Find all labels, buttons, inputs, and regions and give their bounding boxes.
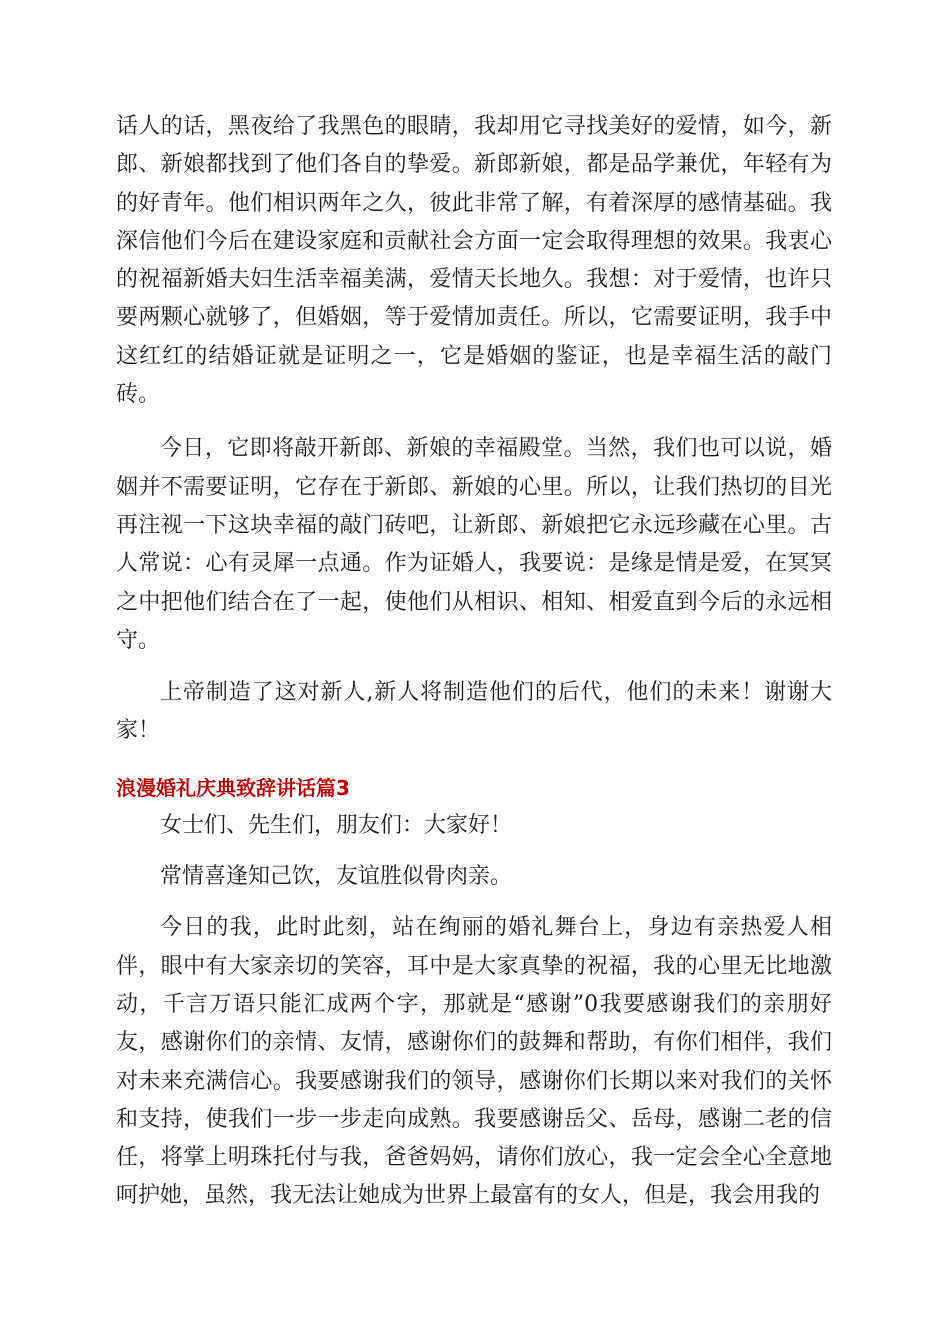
section-heading: 浪漫婚礼庆典致辞讲话篇3 [116,775,350,800]
paragraph: 上帝制造了这对新人,新人将制造他们的后代，他们的未来！谢谢大家！ [116,680,832,744]
paragraph-greeting: 女士们、先生们，朋友们：大家好！ [160,812,513,838]
paragraph: 常情喜逢知己饮，友谊胜似骨肉亲。 [160,864,513,890]
paragraph: 今日，它即将敲开新郎、新娘的幸福殿堂。当然，我们也可以说，婚姻并不需要证明，它存在于新郎、新娘的心里。所以，让我们热切的目光再注视一下这块幸福的敲门砖吧，让新郎、新娘把它永远珍藏在心里。古人常说：心有灵犀一点通。作为证婚人，我要说：是缘是情是爱，在冥冥之中把他们结合在了一起，使他们从相识、相知、相爱直到今后的永远相守。 [116,436,832,653]
paragraph-continued: 话人的话，黑夜给了我黑色的眼睛，我却用它寻找美好的爱情，如今，新郎、新娘都找到了他们各自的挚爱。新郎新娘，都是品学兼优，年轻有为的好青年。他们相识两年之久，彼此非常了解，有着深厚的感情基础。我深信他们今后在建设家庭和贡献社会方面一定会取得理想的效果。我衷心的祝福新婚夫妇生活幸福美满，爱情天长地久。我想：对于爱情，也许只要两颗心就够了，但婚姻，等于爱情加责任。所以，它需要证明，我手中这红红的结婚证就是证明之一，它是婚姻的鉴证，也是幸福生活的敲门砖。 [116,114,832,408]
document-body [116,108,832,1216]
paragraph: 今日的我，此时此刻，站在绚丽的婚礼舞台上，身边有亲热爱人相伴，眼中有大家亲切的笑容，耳中是大家真挚的祝福，我的心里无比地激动，千言万语只能汇成两个字，那就是“感谢”0我要感谢我们的亲朋好友，感谢你们的亲情、友情，感谢你们的鼓舞和帮助，有你们相伴，我们对未来充满信心。我要感谢我们的领导，感谢你们长期以来对我们的关怀和支持，使我们一步一步走向成熟。我要感谢岳父、岳母，感谢二老的信任，将掌上明珠托付与我，爸爸妈妈，请你们放心，我一定会全心全意地呵护她，虽然，我无法让她成为世界上最富有的女人，但是，我会用我的 [116,915,832,1209]
